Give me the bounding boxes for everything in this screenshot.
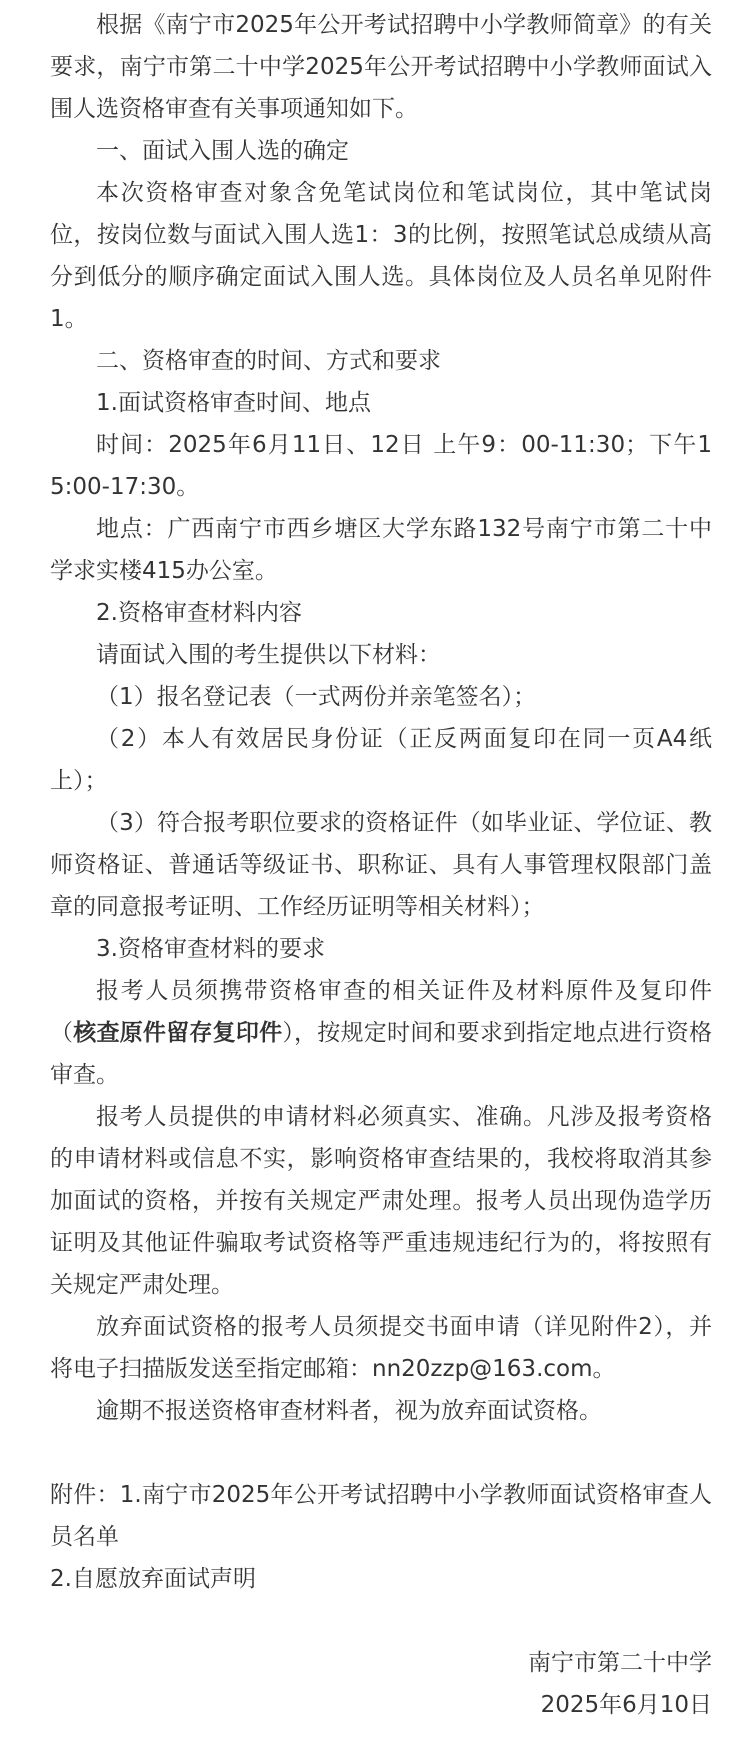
heading-section-2-2: 2.资格审查材料内容 <box>96 600 302 626</box>
attachments-block <box>50 1474 712 1600</box>
requirements-paragraph <box>50 970 712 1096</box>
heading-section-2-1: 1.面试资格审查时间、地点 <box>96 390 371 416</box>
waiver-text-post: 。 <box>592 1356 616 1382</box>
heading-section-2-3: 3.资格审查材料的要求 <box>96 936 325 962</box>
time-paragraph: 时间：2025年6月11日、12日 上午9：00-11:30；下午15:00-17:30。 <box>50 432 712 500</box>
heading-section-2: 二、资格审查的时间、方式和要求 <box>96 348 441 374</box>
signature-date: 2025年6月10日 <box>540 1692 712 1718</box>
requirements-text-bold: 核查原件留存复印件 <box>73 1020 283 1046</box>
truthfulness-paragraph: 报考人员提供的申请材料必须真实、准确。凡涉及报考资格的申请材料或信息不实，影响资格审查结果的，我校将取消其参加面试的资格，并按有关规定严肃处理。报考人员出现伪造学历证明及其他证件骗取考试资格等严重违规违纪行为的，将按照有关规定严肃处理。 <box>50 1104 712 1298</box>
signature-block <box>50 1642 712 1726</box>
requirements-text-pre: 报考人员须携带资格审查的相关证件及材料原件及复印件（ <box>50 978 712 1046</box>
waiver-text-pre: 放弃面试资格的报考人员须提交书面申请（详见附件2），并将电子扫描版发送至指定邮箱： <box>50 1314 712 1382</box>
place-paragraph: 地点：广西南宁市西乡塘区大学东路132号南宁市第二十中学求实楼415办公室。 <box>50 516 712 584</box>
materials-intro-paragraph: 请面试入围的考生提供以下材料： <box>96 642 441 668</box>
attachment-item-1: 附件：1.南宁市2025年公开考试招聘中小学教师面试资格审查人员名单 <box>50 1482 712 1550</box>
section-1-paragraph: 本次资格审查对象含免笔试岗位和笔试岗位，其中笔试岗位，按岗位数与面试入围人选1：3的比例，按照笔试总成绩从高分到低分的顺序确定面试入围人选。具体岗位及人员名单见附件1。 <box>50 180 712 332</box>
requirements-text-post: ），按规定时间和要求到指定地点进行资格审查。 <box>50 1020 713 1088</box>
material-item-1: （1）报名登记表（一式两份并亲笔签名）； <box>96 684 537 710</box>
material-item-2: （2）本人有效居民身份证（正反两面复印在同一页A4纸上）； <box>50 726 712 794</box>
signature-organization: 南宁市第二十中学 <box>528 1650 712 1676</box>
material-item-3: （3）符合报考职位要求的资格证件（如毕业证、学位证、教师资格证、普通话等级证书、职称证、具有人事管理权限部门盖章的同意报考证明、工作经历证明等相关材料）； <box>50 810 712 920</box>
attachment-item-2: 2.自愿放弃面试声明 <box>50 1566 256 1592</box>
heading-section-1: 一、面试入围人选的确定 <box>96 138 349 164</box>
intro-paragraph: 根据《南宁市2025年公开考试招聘中小学教师简章》的有关要求，南宁市第二十中学2025年公开考试招聘中小学教师面试入围人选资格审查有关事项通知如下。 <box>50 12 712 122</box>
waiver-paragraph <box>50 1306 712 1390</box>
overdue-paragraph: 逾期不报送资格审查材料者，视为放弃面试资格。 <box>96 1398 602 1424</box>
email-address: nn20zzp@163.com <box>372 1356 593 1382</box>
